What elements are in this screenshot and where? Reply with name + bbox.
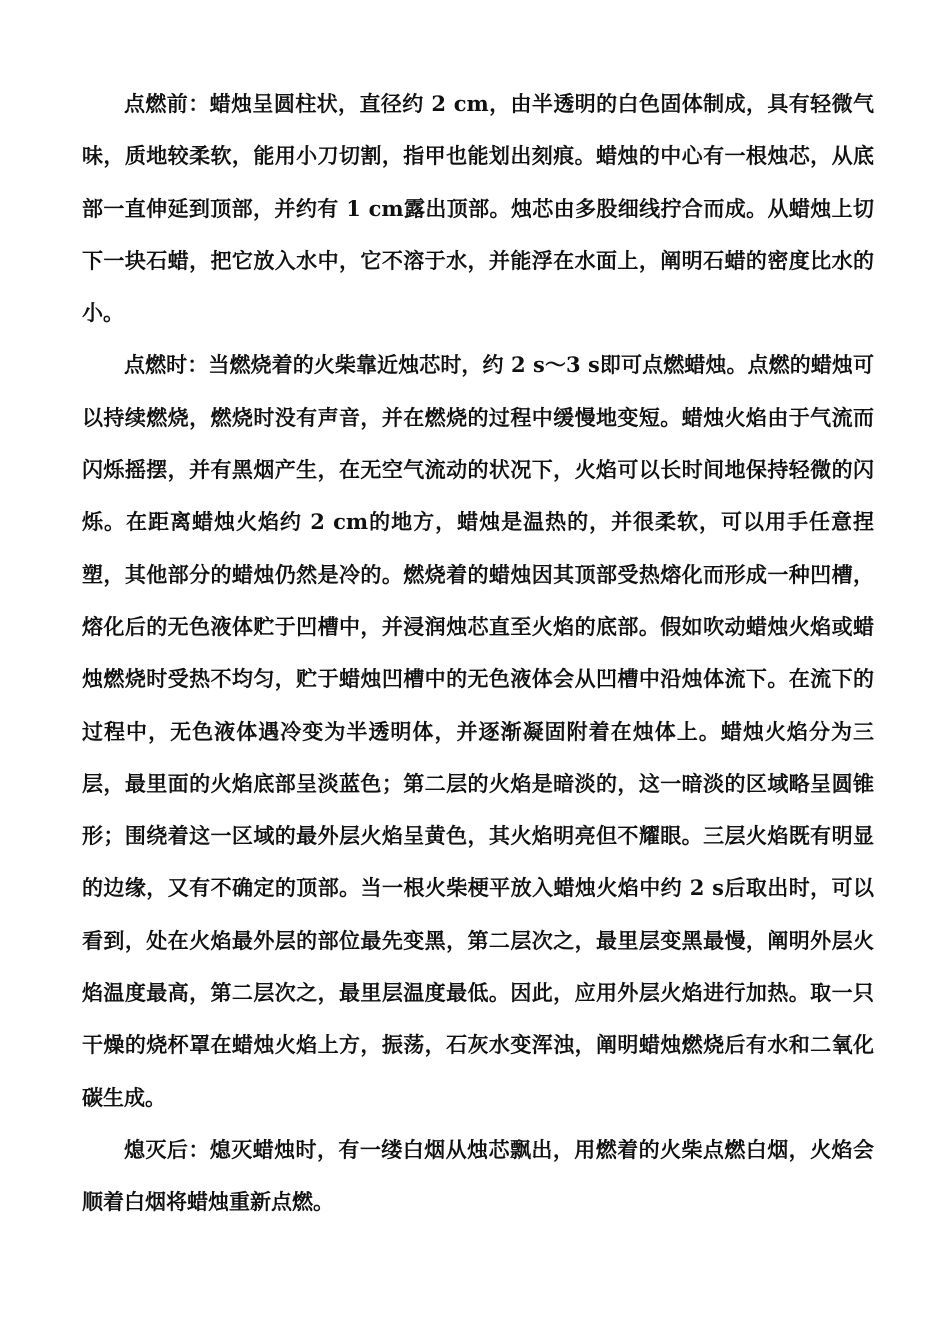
document-page <box>82 78 874 1229</box>
paragraph-while-burning: 点燃时：当燃烧着的火柴靠近烛芯时，约 2 s～3 s即可点燃蜡烛。点燃的蜡烛可以持续燃烧，燃烧时没有声音，并在燃烧的过程中缓慢地变短。蜡烛火焰由于气流而闪烁摇摆，并有黑烟产生，在无空气流动的状况下，火焰可以长时间地保持轻微的闪烁。在距离蜡烛火焰约 2 cm的地方，蜡烛是温热的，并很柔软，可以用手任意捏塑，其他部分的蜡烛仍然是冷的。燃烧着的蜡烛因其顶部受热熔化而形成一种凹槽，熔化后的无色液体贮于凹槽中，并浸润烛芯直至火焰的底部。假如吹动蜡烛火焰或蜡烛燃烧时受热不均匀，贮于蜡烛凹槽中的无色液体会从凹槽中沿烛体流下。在流下的过程中，无色液体遇冷变为半透明体，并逐渐凝固附着在烛体上。蜡烛火焰分为三层，最里面的火焰底部呈淡蓝色；第二层的火焰是暗淡的，这一暗淡的区域略呈圆锥形；围绕着这一区域的最外层火焰呈黄色，其火焰明亮但不耀眼。三层火焰既有明显的边缘，又有不确定的顶部。当一根火柴梗平放入蜡烛火焰中约 2 s后取出时，可以看到，处在火焰最外层的部位最先变黑，第二层次之，最里层变黑最慢，阐明外层火焰温度最高，第二层次之，最里层温度最低。因此，应用外层火焰进行加热。取一只干燥的烧杯罩在蜡烛火焰上方，振荡，石灰水变浑浊，阐明蜡烛燃烧后有水和二氧化碳生成。 <box>82 352 874 1110</box>
paragraph-before-lighting: 点燃前：蜡烛呈圆柱状，直径约 2 cm，由半透明的白色固体制成，具有轻微气味，质地较柔软，能用小刀切割，指甲也能划出刻痕。蜡烛的中心有一根烛芯，从底部一直伸延到顶部，并约有 1 cm露出顶部。烛芯由多股细线拧合而成。从蜡烛上切下一块石蜡，把它放入水中，它不溶于水，并能浮在水面上，阐明石蜡的密度比水的小。 <box>82 91 874 326</box>
paragraph-after-extinguishing: 熄灭后：熄灭蜡烛时，有一缕白烟从烛芯飘出，用燃着的火柴点燃白烟，火焰会顺着白烟将蜡烛重新点燃。 <box>82 1136 874 1215</box>
